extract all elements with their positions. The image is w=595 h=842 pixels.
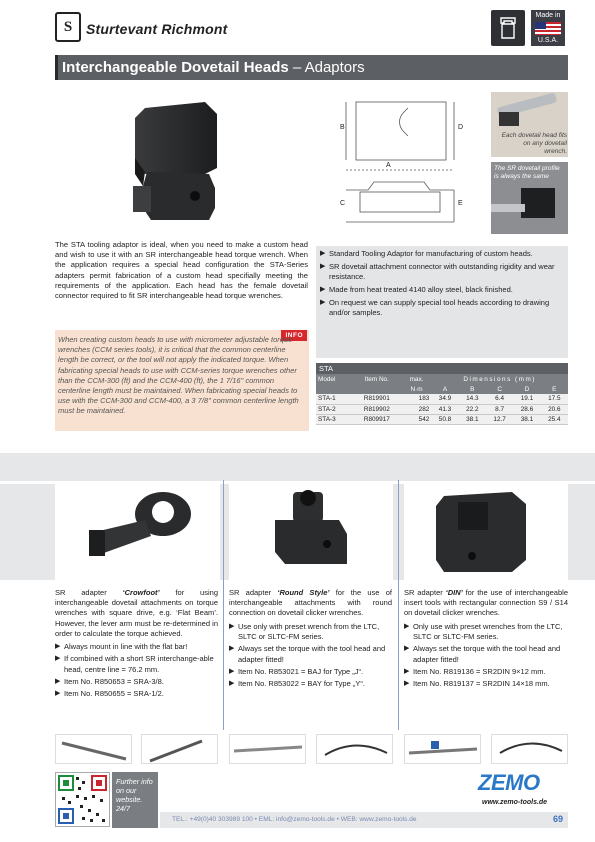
list-item: ▶ Use only with preset wrench from the LTC, SLTC or SLTC-FM series. <box>229 621 380 641</box>
list-item: ▶ Item No. R819137 = SR2DIN 14×18 mm. <box>404 679 550 689</box>
list-item: ▶ Item No. R853021 = BAJ for Type „J“. <box>229 666 364 676</box>
further-info-label: Further info on our website. 24/7 <box>112 772 158 828</box>
list-item: ▶ Always mount in line with the flat bar! <box>55 642 188 652</box>
section-title-bar <box>55 55 568 80</box>
page-title: Interchangeable Dovetail Heads – Adaptors <box>62 59 365 76</box>
wrench-thumbnail <box>316 734 393 764</box>
section-divider <box>0 453 595 481</box>
col-a: A <box>431 384 458 394</box>
table-row: STA-2 R819902 282 41.3 22.2 8.7 28.6 20.6 <box>316 404 568 414</box>
dovetail-icon <box>491 10 525 46</box>
col-b: B <box>459 384 486 394</box>
din-photo <box>404 484 568 580</box>
column-divider <box>223 480 224 730</box>
col-dimensions: Dimensions (mm) <box>431 374 568 384</box>
list-item: ▶ Item No. R819136 = SR2DIN 9×12 mm. <box>404 666 546 676</box>
table-title: STA <box>316 363 568 374</box>
wrench-thumbnail <box>491 734 568 764</box>
wrench-thumbnail <box>229 734 306 764</box>
dim-label-b: B <box>340 124 345 131</box>
dovetail-profile-photo <box>491 162 568 234</box>
adaptor-photo <box>55 88 310 233</box>
brand-name: Sturtevant Richmont <box>86 21 228 37</box>
list-item: ▶ Always set the torque with the tool head and adapter fitted! <box>229 644 386 664</box>
photo-caption-2: The SR dovetail profile is always the same <box>494 165 560 180</box>
col-model: Model <box>316 374 352 384</box>
round-style-name: ‘Round Style’ <box>277 588 330 597</box>
qr-code[interactable] <box>55 772 110 827</box>
dim-label-d: D <box>458 124 464 131</box>
col-item: Item No. <box>352 374 402 384</box>
company-logo: S <box>55 12 81 42</box>
usa-flag-icon <box>531 10 565 46</box>
round-style-photo <box>229 484 393 580</box>
list-item: ▶ Item No. R850653 = SRA-3/8. <box>55 676 164 686</box>
info-text: When creating custom heads to use with micrometer adjustable torque wrenches (CCM series tools), it is critical that the common centerline length be correct, or the tool will not apply the indicated torque. When fabricating special heads to use with CCM-series torque wrenches other than the CCM-300 (ft) and the CCM-400 (ft), the 1 7/16" common centerline length must be maintained. When fabricating special heads to use with the CCM-300 and CCM-400, a 3 7/8" common centerline length must be maintained. <box>58 335 299 416</box>
dim-label-c: C <box>340 200 346 207</box>
made-in-label: Made in <box>535 12 561 19</box>
din-text: SR adapter ‘DIN’ for the use of interchangeable insert tools with rectangular connection S9 / S14 on dovetail clicker wrenches. ▶ Only use with preset wrenches from the LTC, SLTC or SLTC-FM series. ▶ Always set the torque with the tool head and adapter fitted! ▶ Item No. R819136 = SR2DIN 9×12 mm. ▶ Item No. R819137 = SR2DIN 14×18 mm. <box>404 588 568 689</box>
intro-paragraph: The STA tooling adaptor is ideal, when you need to make a custom head and wish to use it with an SR interchangeable head torque wrench. When the application requires a special head configuration the STA-Series adapters permit fabrication of a custom head specifially meeting the requirements of the application. Each head has the female dovetail connector required to fit SR interchangeable head torque wrenches. <box>55 240 308 301</box>
wrench-head-photo <box>491 92 568 157</box>
dim-label-a: A <box>386 162 391 169</box>
list-item: ▶ Item No. R853022 = BAY for Type „Y“. <box>229 679 365 689</box>
sta-table <box>316 374 568 425</box>
footer-bar <box>160 812 568 828</box>
info-box <box>55 330 309 431</box>
col-e: E <box>541 384 568 394</box>
col-c: C <box>486 384 513 394</box>
feature-item: ▶ On request we can supply special tool heads according to drawing and/or samples. <box>320 297 550 317</box>
feature-item: ▶ Standard Tooling Adaptor for manufacturing of custom heads. <box>320 249 533 258</box>
list-item: ▶ Always set the torque with the tool head and adapter fitted! <box>404 644 561 664</box>
dimension-drawing <box>316 92 486 237</box>
list-item: ▶ If combined with a short SR interchange-able head, centre line = 76.2 mm. <box>55 654 214 674</box>
round-style-text: SR adapter ‘Round Style’ for the use of interchangeable attachments with round connection on dovetail clicker wrenches. ▶ Use only with preset wrench from the LTC, SLTC or SLTC-FM series. ▶ Always set the torque with the tool head and adapter fitted! ▶ Item No. R853021 = BAJ for Type „J“. ▶ Item No. R853022 = BAY for Type „Y“. <box>229 588 392 689</box>
feature-item: ▶ Made from heat treated 4140 alloy steel, black finished. <box>320 284 513 294</box>
crowfoot-photo <box>55 484 220 580</box>
info-badge: INFO <box>281 330 307 341</box>
wrench-thumbnail <box>404 734 481 764</box>
wrench-thumbnail <box>55 734 132 764</box>
contact-line: TEL.: +49(0)40 303989 100 • EML: info@zemo-tools.de • WEB: www.zemo-tools.de <box>172 816 417 823</box>
col-max: max. <box>402 374 432 384</box>
photo-caption-1: Each dovetail head fits on any dovetail wrench. <box>501 132 567 155</box>
wrench-thumbnail <box>141 734 218 764</box>
zemo-logo: ZEMO <box>478 770 540 795</box>
column-divider <box>398 480 399 730</box>
usa-label: U.S.A. <box>537 37 559 44</box>
table-row: STA-1 R819901 183 34.9 14.3 6.4 19.1 17.5 <box>316 394 568 404</box>
list-item: ▶ Only use with preset wrenches from the LTC, SLTC or SLTC-FM series. <box>404 621 563 641</box>
feature-item: ▶ SR dovetail attachment connector with outstanding rigidity and wear resistance. <box>320 261 555 282</box>
crowfoot-name: ‘Crowfoot’ <box>122 588 160 597</box>
table-row: STA-3 R809917 542 50.8 38.1 12.7 38.1 25.4 <box>316 414 568 424</box>
list-item: ▶ Item No. R850655 = SRA-1/2. <box>55 689 164 699</box>
col-unit: N·m <box>402 384 432 394</box>
feature-box <box>316 246 568 358</box>
crowfoot-text: SR adapter ‘Crowfoot’ for using interchangeable dovetail attachments on torque wrenches with square drive, e.g. ‘Flat Beam’. However, the lever arm must be re-determined in order to calculate the torque achieved. ▶ Always mount in line with the flat bar! ▶ If combined with a short SR interchange-able head, centre line = 76.2 mm. ▶ Item No. R850653 = SRA-3/8. ▶ Item No. R850655 = SRA-1/2. <box>55 588 218 699</box>
page-number: 69 <box>552 814 563 824</box>
din-name: ‘DIN’ <box>445 588 463 597</box>
zemo-url: www.zemo-tools.de <box>482 799 548 806</box>
dim-label-e: E <box>458 200 463 207</box>
col-d: D <box>513 384 540 394</box>
